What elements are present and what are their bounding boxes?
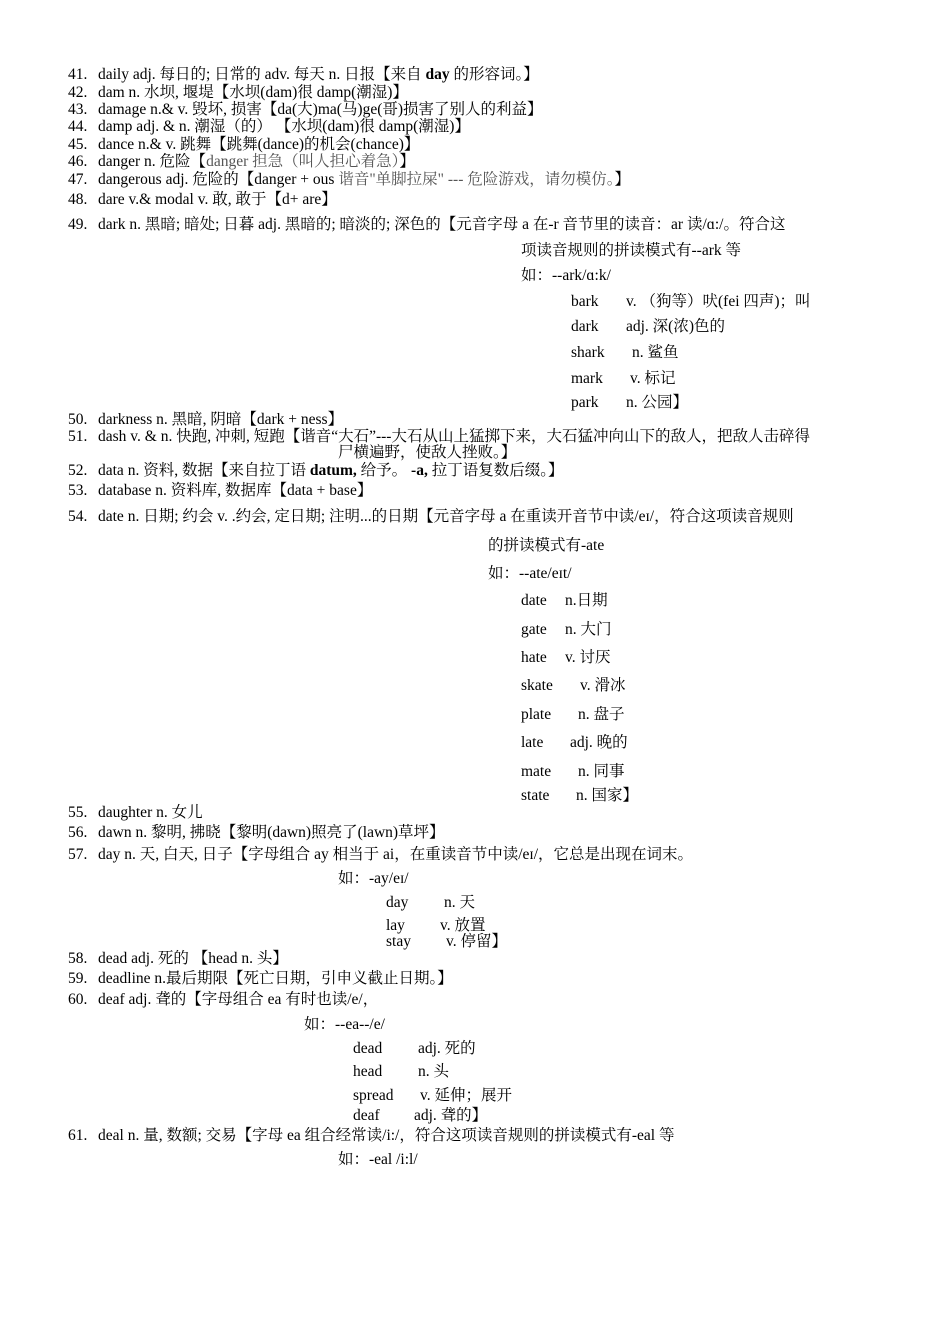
note: 【 [190,153,207,170]
entry-text: date n. 日期; 约会 v. .约会, 定日期; 注明...的日期【元音字母 a 在重读开音节中读/eɪ/，符合这项读音规则 [98,508,794,525]
entry-58 [68,950,288,968]
example-label: 如：--ark/ɑ:k/ [521,267,611,284]
example-label: 如：--ate/eɪt/ [488,565,572,582]
example-def: n. 头 [418,1063,450,1080]
entry-text-cont: 的拼读模式有-ate [488,537,605,554]
entry-number: 43. [68,101,88,118]
example-word: dark [571,318,599,335]
example-def: adj. 死的 [418,1040,476,1057]
example-word: spread [353,1087,394,1104]
entry-number: 42. [68,84,88,101]
note-grey: 谐音"单脚拉屎" --- 危险游戏，请勿模仿。 [338,171,615,188]
entry-text: dangerous adj. 危险的【danger + ous [98,171,339,188]
entry-61 [68,1127,674,1145]
entry-text: danger n. 危险 [98,153,191,170]
example-def: n. 大门 [565,621,612,638]
example-word: stay [386,933,411,950]
example-def: v. 讨厌 [565,649,611,666]
example-def: v. 滑冰 [580,677,626,694]
entry-text: 给予。 [356,462,412,479]
example-def: n. 鲨鱼 [632,344,679,361]
entry-text: dash v. & n. 快跑, 冲刺, 短跑【谐音“大石”---大石从山上猛掷下来，大石猛冲向山下的敌人，把敌人击碎得 [98,428,810,445]
example-word: date [521,592,547,609]
example-label: 如：--ea--/e/ [304,1016,385,1033]
entry-42 [68,84,408,102]
example-def: v. 延伸；展开 [420,1087,512,1104]
example-word: state [521,787,550,804]
entry-49 [68,216,785,234]
entry-46 [68,153,415,171]
bold-term: datum, [309,462,357,479]
entry-43 [68,101,543,119]
example-def: v. 标记 [630,370,676,387]
entry-text-cont: 尸横遍野，使敌人挫败。】 [338,444,517,461]
entry-50 [68,411,343,429]
example-def: v. 停留】 [446,933,507,950]
example-word: skate [521,677,553,694]
entry-text: day n. 天, 白天, 日子【字母组合 ay 相当于 ai，在重读音节中读/eɪ/，它总是出现在词末。 [98,846,693,863]
entry-number: 55. [68,804,88,821]
entry-text: damp adj. & n. 潮湿（的） 【水坝(dam)很 damp(潮湿)】 [98,118,470,135]
entry-text: database n. 资料库, 数据库【data + base】 [98,482,373,499]
entry-number: 61. [68,1127,88,1144]
entry-text: dare v.& modal v. 敢, 敢于【d+ are】 [98,191,337,208]
entry-number: 49. [68,216,88,233]
entry-number: 54. [68,508,88,525]
entry-number: 50. [68,411,88,428]
example-def: n. 同事 [578,763,625,780]
example-word: head [353,1063,383,1080]
entry-number: 59. [68,970,88,987]
entry-number: 52. [68,462,88,479]
entry-53 [68,482,372,500]
example-word: deaf [353,1107,380,1124]
entry-text: 拉丁语复数后缀。】 [427,462,564,479]
entry-number: 45. [68,136,88,153]
bold-term: -a, [411,462,428,479]
entry-45 [68,136,419,154]
example-word: gate [521,621,547,638]
note-bold: day [425,66,450,83]
entry-text: dawn n. 黎明, 拂晓【黎明(dawn)照亮了(lawn)草坪】 [98,824,445,841]
example-word: plate [521,706,552,723]
entry-41 [68,66,539,84]
entry-57 [68,846,693,864]
example-word: bark [571,293,599,310]
example-def: n. 盘子 [578,706,625,723]
entry-text: daughter n. 女儿 [98,804,203,821]
note: 】 [614,171,630,188]
entry-text: damage n.& v. 毁坏, 损害【da(大)ma(马)ge(哥)损害了别人的利益】 [98,101,543,118]
entry-number: 46. [68,153,88,170]
entry-number: 53. [68,482,88,499]
entry-number: 48. [68,191,88,208]
entry-text: darkness n. 黑暗, 阴暗【dark + ness】 [98,411,344,428]
example-def: n.日期 [565,592,608,609]
entry-48 [68,191,337,209]
entry-59 [68,970,453,988]
entry-text: dam n. 水坝, 堰堤【水坝(dam)很 damp(潮湿)】 [98,84,408,101]
entry-number: 57. [68,846,88,863]
entry-number: 44. [68,118,88,135]
entry-text: daily adj. 每日的; 日常的 adv. 每天 n. 日报 [98,66,376,83]
example-word: lay [386,917,405,934]
entry-text: dance n.& v. 跳舞【跳舞(dance)的机会(chance)】 [98,136,420,153]
entry-text: dark n. 黑暗; 暗处; 日暮 adj. 黑暗的; 暗淡的; 深色的【元音字母 a 在-r 音节里的读音：ar 读/ɑ:/。符合这 [98,216,786,233]
entry-text-cont: 项读音规则的拼读模式有--ark 等 [521,242,741,259]
note: 【来自 [375,66,426,83]
example-def: adj. 聋的】 [414,1107,488,1124]
example-word: late [521,734,544,751]
example-word: mark [571,370,603,387]
note: 的形容词。】 [449,66,539,83]
example-def: n. 天 [444,894,476,911]
entry-text: dead adj. 死的 【head n. 头】 [98,950,288,967]
entry-text: deadline n.最后期限【死亡日期，引申义截止日期。】 [98,970,453,987]
entry-number: 60. [68,991,88,1008]
entry-number: 56. [68,824,88,841]
example-word: dead [353,1040,383,1057]
note-grey: danger 担急（叫人担心着急） [206,153,400,170]
entry-55 [68,804,203,822]
entry-47 [68,171,630,189]
example-def: v. 放置 [440,917,486,934]
example-label: 如：-eal /i:l/ [338,1151,418,1168]
example-word: day [386,894,409,911]
entry-number: 47. [68,171,88,188]
example-def: n. 国家】 [576,787,639,804]
example-word: park [571,394,599,411]
example-word: shark [571,344,605,361]
example-word: mate [521,763,552,780]
entry-56 [68,824,445,842]
entry-text: deal n. 量, 数额; 交易【字母 ea 组合经常读/i:/，符合这项读音规则的拼读模式有-eal 等 [98,1127,675,1144]
example-def: adj. 深(浓)色的 [626,318,726,335]
entry-60 [68,991,378,1009]
entry-number: 51. [68,428,88,445]
entry-52 [68,462,563,480]
example-label: 如：-ay/eɪ/ [338,870,409,887]
entry-text: data n. 资料, 数据【来自拉丁语 [98,462,310,479]
example-word: hate [521,649,547,666]
entry-54 [68,508,794,526]
example-def: adj. 晚的 [570,734,628,751]
example-def: v. （狗等）吠(fei 四声)；叫 [626,293,811,310]
entry-number: 41. [68,66,88,83]
entry-44 [68,118,470,136]
note: 】 [399,153,415,170]
entry-text: deaf adj. 聋的【字母组合 ea 有时也读/e/， [98,991,379,1008]
example-def: n. 公园】 [626,394,689,411]
entry-number: 58. [68,950,88,967]
